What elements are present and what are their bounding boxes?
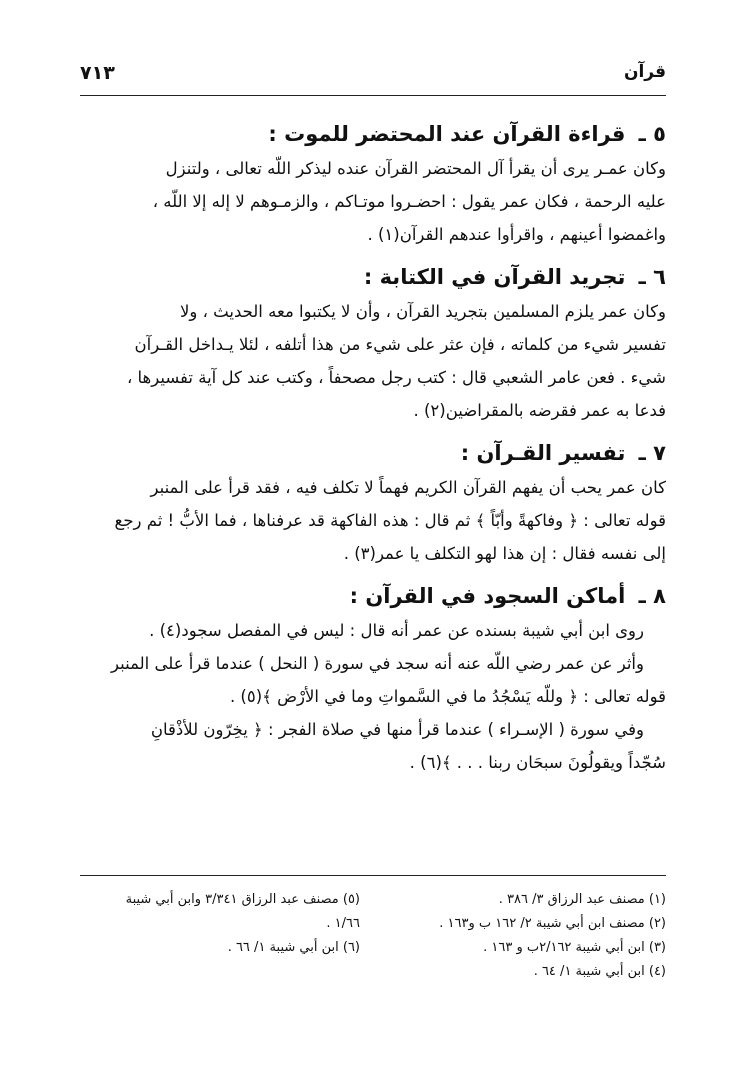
section-title: أماكن السجود في القرآن :	[349, 584, 626, 608]
footnote: (٥) مصنف عبد الرزاق ٣/٣٤١ وابن أبي شيبة	[125, 892, 360, 907]
paragraph-line: فدعا به عمر فقرضه بالمقراضين(٢) .	[413, 401, 666, 420]
section-number: ٨ ـ	[638, 584, 666, 608]
running-title: قرآن	[623, 62, 666, 82]
paragraph-line: روى ابن أبي شيبة بسنده عن عمر أنه قال : ليس في المفصل سجود(٤) .	[149, 621, 644, 640]
section-8	[80, 578, 666, 779]
section-5	[80, 116, 666, 251]
paragraph-line: واغمضوا أعينهم ، واقرأوا عندهم القرآن(١) .	[367, 225, 666, 244]
section-title: تجريد القرآن في الكتابة :	[363, 265, 626, 289]
footnote: (٣) ابن أبي شيبة ٢/١٦٢ب و ١٦٣ .	[483, 940, 666, 955]
paragraph-line: كان عمر يحب أن يفهم القرآن الكريم فهماً لا تكلف فيه ، فقد قرأ على المنبر	[150, 478, 666, 497]
footnotes-right-column	[366, 888, 666, 984]
paragraph-line: إلى نفسه فقال : إن هذا لهو التكلف يا عمر(٣) .	[343, 544, 666, 563]
page-body	[80, 116, 666, 787]
paragraph-line: قوله تعالى : ﴿ وللّه يَسْجُدُ ما في السَّمواتِ وما في الأرْض ﴾(٥) .	[229, 687, 666, 706]
section-title: تفسير القـرآن :	[460, 441, 626, 465]
footnote: (٤) ابن أبي شيبة ١/ ٦٤ .	[533, 964, 666, 979]
paragraph-line: وكان عمـر يرى أن يقرأ آل المحتضر القرآن عنده ليذكر اللّه تعالى ، ولتنزل	[165, 159, 666, 178]
section-heading	[80, 259, 666, 295]
section-number: ٦ ـ	[638, 265, 666, 289]
footnote-continuation: ١/٦٦ .	[326, 916, 360, 931]
footnote: (١) مصنف عبد الرزاق ٣/ ٣٨٦ .	[498, 892, 666, 907]
paragraph-line: شيء . فعن عامر الشعبي قال : كتب رجل مصحفاً ، وكتب عند كل آية تفسيرها ،	[126, 368, 666, 387]
section-heading	[80, 435, 666, 471]
paragraph-line: تفسير شيء من كلماته ، فإن عثر على شيء من هذا أتلفه ، لئلا يـداخل القـرآن	[134, 335, 666, 354]
section-6	[80, 259, 666, 427]
footnotes-left-column	[80, 888, 360, 960]
footnote: (٢) مصنف ابن أبي شيبة ٢/ ١٦٢ ب و١٦٣ .	[439, 916, 666, 931]
section-number: ٥ ـ	[638, 122, 666, 146]
footnotes	[80, 888, 666, 1008]
header-divider	[80, 95, 666, 96]
page-number: ٧١٣	[80, 62, 115, 84]
paragraph-line: وفي سورة ( الإسـراء ) عندما قرأ منها في صلاة الفجر : ﴿ يخِرّون للأذْقانِ	[150, 720, 644, 739]
page-header	[80, 62, 666, 88]
paragraph-line: وأثر عن عمر رضي اللّه عنه أنه سجد في سورة ( النحل ) عندما قرأ على المنبر	[111, 654, 644, 673]
section-heading	[80, 116, 666, 152]
section-7	[80, 435, 666, 570]
paragraph-line: عليه الرحمة ، فكان عمر يقول : احضـروا موتـاكم ، والزمـوهم لا إله إلا اللّه ،	[152, 192, 666, 211]
section-title: قراءة القرآن عند المحتضر للموت :	[268, 122, 626, 146]
section-heading	[80, 578, 666, 614]
paragraph-line: سُجّداً ويقولُونَ سبحَان ربنا . . . ﴾(٦) .	[409, 753, 666, 772]
paragraph-line: وكان عمر يلزم المسلمين بتجريد القرآن ، وأن لا يكتبوا معه الحديث ، ولا	[179, 302, 666, 321]
paragraph-line: قوله تعالى : ﴿ وفاكهةً وأبّاً ﴾ ثم قال : هذه الفاكهة قد عرفناها ، فما الأبُّ ! ثم رجع	[114, 511, 666, 530]
section-number: ٧ ـ	[638, 441, 666, 465]
footnote: (٦) ابن أبي شيبة ١/ ٦٦ .	[227, 940, 360, 955]
footnote-divider	[80, 875, 666, 876]
